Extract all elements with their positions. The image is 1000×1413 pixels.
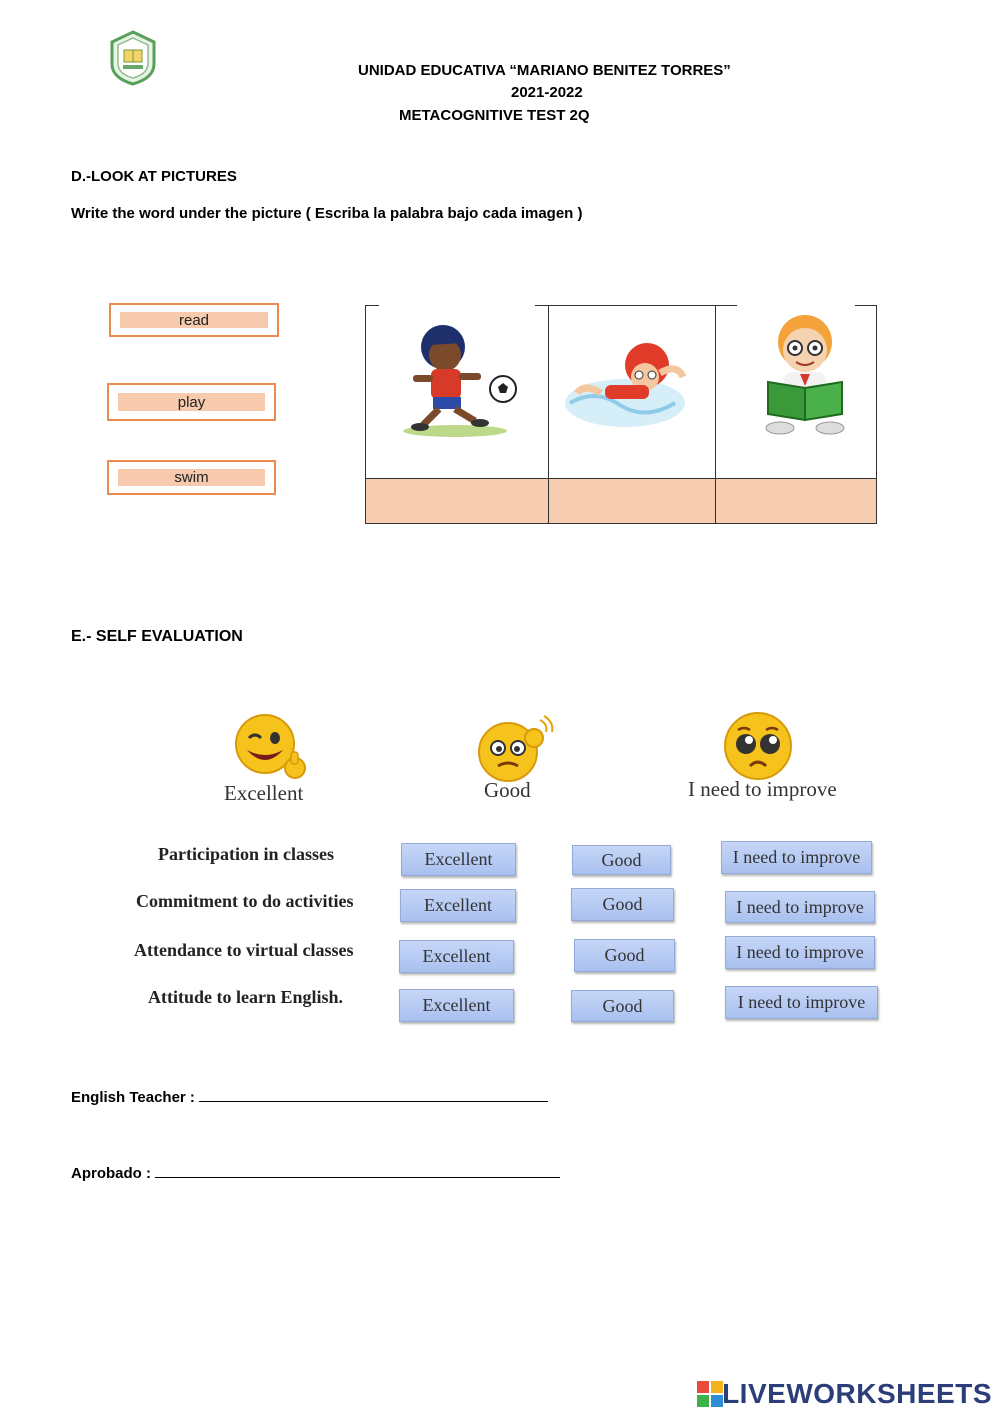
picture-soccer (395, 317, 525, 442)
picture-swimming (565, 333, 700, 433)
rating-label-excellent: Excellent (224, 781, 304, 805)
good-button[interactable]: Good (571, 990, 674, 1022)
picture-table (365, 305, 877, 524)
section-e-title: E.- SELF EVALUATION (71, 628, 243, 645)
rating-label-improve: I need to improve (688, 777, 837, 801)
improve-button[interactable]: I need to improve (725, 986, 878, 1019)
answer-box-1[interactable] (365, 478, 549, 524)
picture-reading (750, 310, 860, 438)
word-card-swim[interactable] (107, 460, 276, 495)
good-button[interactable]: Good (571, 888, 674, 921)
footer-brand: LIVEWORKSHEETS (722, 1378, 992, 1409)
word-label: play (118, 393, 265, 411)
section-d-title: D.-LOOK AT PICTURES (71, 168, 237, 185)
good-button[interactable]: Good (574, 939, 675, 972)
school-logo (108, 30, 158, 86)
teacher-signature-line (71, 1087, 548, 1106)
excellent-button[interactable]: Excellent (401, 843, 516, 876)
criterion-participation: Participation in classes (158, 844, 334, 864)
word-label: read (120, 312, 268, 328)
criterion-commitment: Commitment to do activities (136, 891, 354, 911)
school-name: UNIDAD EDUCATIVA “MARIANO BENITEZ TORRES” (358, 62, 731, 79)
improve-button[interactable]: I need to improve (725, 936, 875, 969)
approved-signature-field[interactable] (155, 1163, 560, 1178)
answer-box-3[interactable] (715, 478, 877, 524)
winking-thumbs-up-emoji-icon (233, 712, 309, 784)
liveworksheets-logo-icon (697, 1381, 723, 1407)
rating-label-good: Good (484, 778, 531, 802)
thinking-emoji-icon (474, 714, 554, 784)
word-card-play[interactable] (107, 383, 276, 421)
criterion-attitude: Attitude to learn English. (148, 987, 344, 1007)
word-card-read[interactable] (109, 303, 279, 337)
improve-button[interactable]: I need to improve (725, 891, 875, 923)
good-button[interactable]: Good (572, 845, 671, 875)
excellent-button[interactable]: Excellent (399, 989, 514, 1022)
approved-label: Aprobado : (71, 1165, 151, 1182)
excellent-button[interactable]: Excellent (400, 889, 516, 922)
teacher-signature-field[interactable] (199, 1087, 548, 1102)
test-title: METACOGNITIVE TEST 2Q (399, 107, 590, 124)
improve-button[interactable]: I need to improve (721, 841, 872, 874)
answer-box-2[interactable] (548, 478, 716, 524)
criterion-attendance: Attendance to virtual classes (134, 940, 354, 960)
word-label: swim (118, 469, 265, 486)
school-year: 2021-2022 (511, 84, 583, 101)
section-d-instruction: Write the word under the picture ( Escriba la palabra bajo cada imagen ) (71, 205, 583, 222)
pleading-emoji-icon (722, 710, 794, 782)
teacher-label: English Teacher : (71, 1089, 195, 1106)
approved-signature-line (71, 1163, 560, 1182)
excellent-button[interactable]: Excellent (399, 940, 514, 973)
